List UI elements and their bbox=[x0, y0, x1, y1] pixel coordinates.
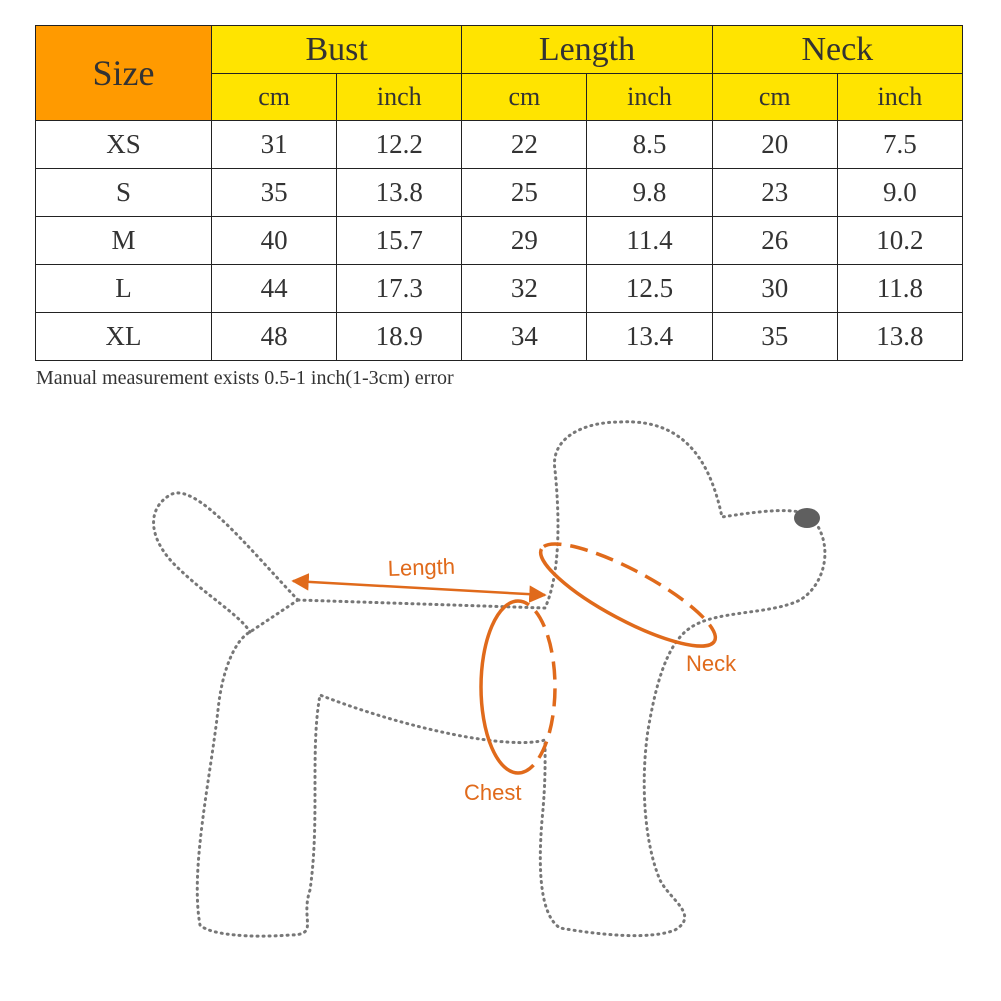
unit-header: inch bbox=[587, 74, 712, 121]
value-cell: 30 bbox=[712, 265, 837, 313]
dog-measurement-diagram bbox=[0, 400, 1001, 1001]
table-row bbox=[36, 121, 963, 169]
size-column-header: Size bbox=[36, 26, 212, 121]
value-cell: 31 bbox=[212, 121, 337, 169]
value-cell: 26 bbox=[712, 217, 837, 265]
unit-header: cm bbox=[462, 74, 587, 121]
neck-group-header: Neck bbox=[712, 26, 962, 74]
value-cell: 22 bbox=[462, 121, 587, 169]
value-cell: 12.5 bbox=[587, 265, 712, 313]
value-cell: 12.2 bbox=[337, 121, 462, 169]
value-cell: 35 bbox=[212, 169, 337, 217]
value-cell: 13.4 bbox=[587, 313, 712, 361]
size-chart-table bbox=[35, 25, 963, 361]
unit-header: inch bbox=[837, 74, 962, 121]
size-cell: XL bbox=[36, 313, 212, 361]
unit-header: inch bbox=[337, 74, 462, 121]
size-cell: L bbox=[36, 265, 212, 313]
neck-label: Neck bbox=[686, 651, 737, 676]
value-cell: 17.3 bbox=[337, 265, 462, 313]
value-cell: 23 bbox=[712, 169, 837, 217]
size-cell: XS bbox=[36, 121, 212, 169]
value-cell: 9.0 bbox=[837, 169, 962, 217]
value-cell: 20 bbox=[712, 121, 837, 169]
table-row bbox=[36, 265, 963, 313]
value-cell: 44 bbox=[212, 265, 337, 313]
value-cell: 29 bbox=[462, 217, 587, 265]
value-cell: 9.8 bbox=[587, 169, 712, 217]
table-row bbox=[36, 313, 963, 361]
value-cell: 13.8 bbox=[837, 313, 962, 361]
value-cell: 25 bbox=[462, 169, 587, 217]
value-cell: 18.9 bbox=[337, 313, 462, 361]
value-cell: 13.8 bbox=[337, 169, 462, 217]
value-cell: 7.5 bbox=[837, 121, 962, 169]
value-cell: 8.5 bbox=[587, 121, 712, 169]
chest-measure-ring bbox=[481, 601, 555, 773]
value-cell: 48 bbox=[212, 313, 337, 361]
chest-label: Chest bbox=[464, 780, 522, 805]
value-cell: 11.8 bbox=[837, 265, 962, 313]
value-cell: 40 bbox=[212, 217, 337, 265]
size-cell: S bbox=[36, 169, 212, 217]
bust-group-header: Bust bbox=[212, 26, 462, 74]
value-cell: 10.2 bbox=[837, 217, 962, 265]
size-cell: M bbox=[36, 217, 212, 265]
value-cell: 15.7 bbox=[337, 217, 462, 265]
measurement-note: Manual measurement exists 0.5-1 inch(1-3cm) error bbox=[36, 367, 454, 389]
value-cell: 34 bbox=[462, 313, 587, 361]
length-label: Length bbox=[387, 553, 456, 581]
dog-outline bbox=[154, 422, 825, 936]
unit-header: cm bbox=[212, 74, 337, 121]
value-cell: 11.4 bbox=[587, 217, 712, 265]
table-row bbox=[36, 169, 963, 217]
table-row bbox=[36, 217, 963, 265]
length-group-header: Length bbox=[462, 26, 712, 74]
value-cell: 32 bbox=[462, 265, 587, 313]
dog-nose bbox=[794, 508, 820, 528]
length-arrow bbox=[293, 581, 545, 595]
unit-header: cm bbox=[712, 74, 837, 121]
value-cell: 35 bbox=[712, 313, 837, 361]
neck-measure-ring bbox=[530, 527, 727, 663]
